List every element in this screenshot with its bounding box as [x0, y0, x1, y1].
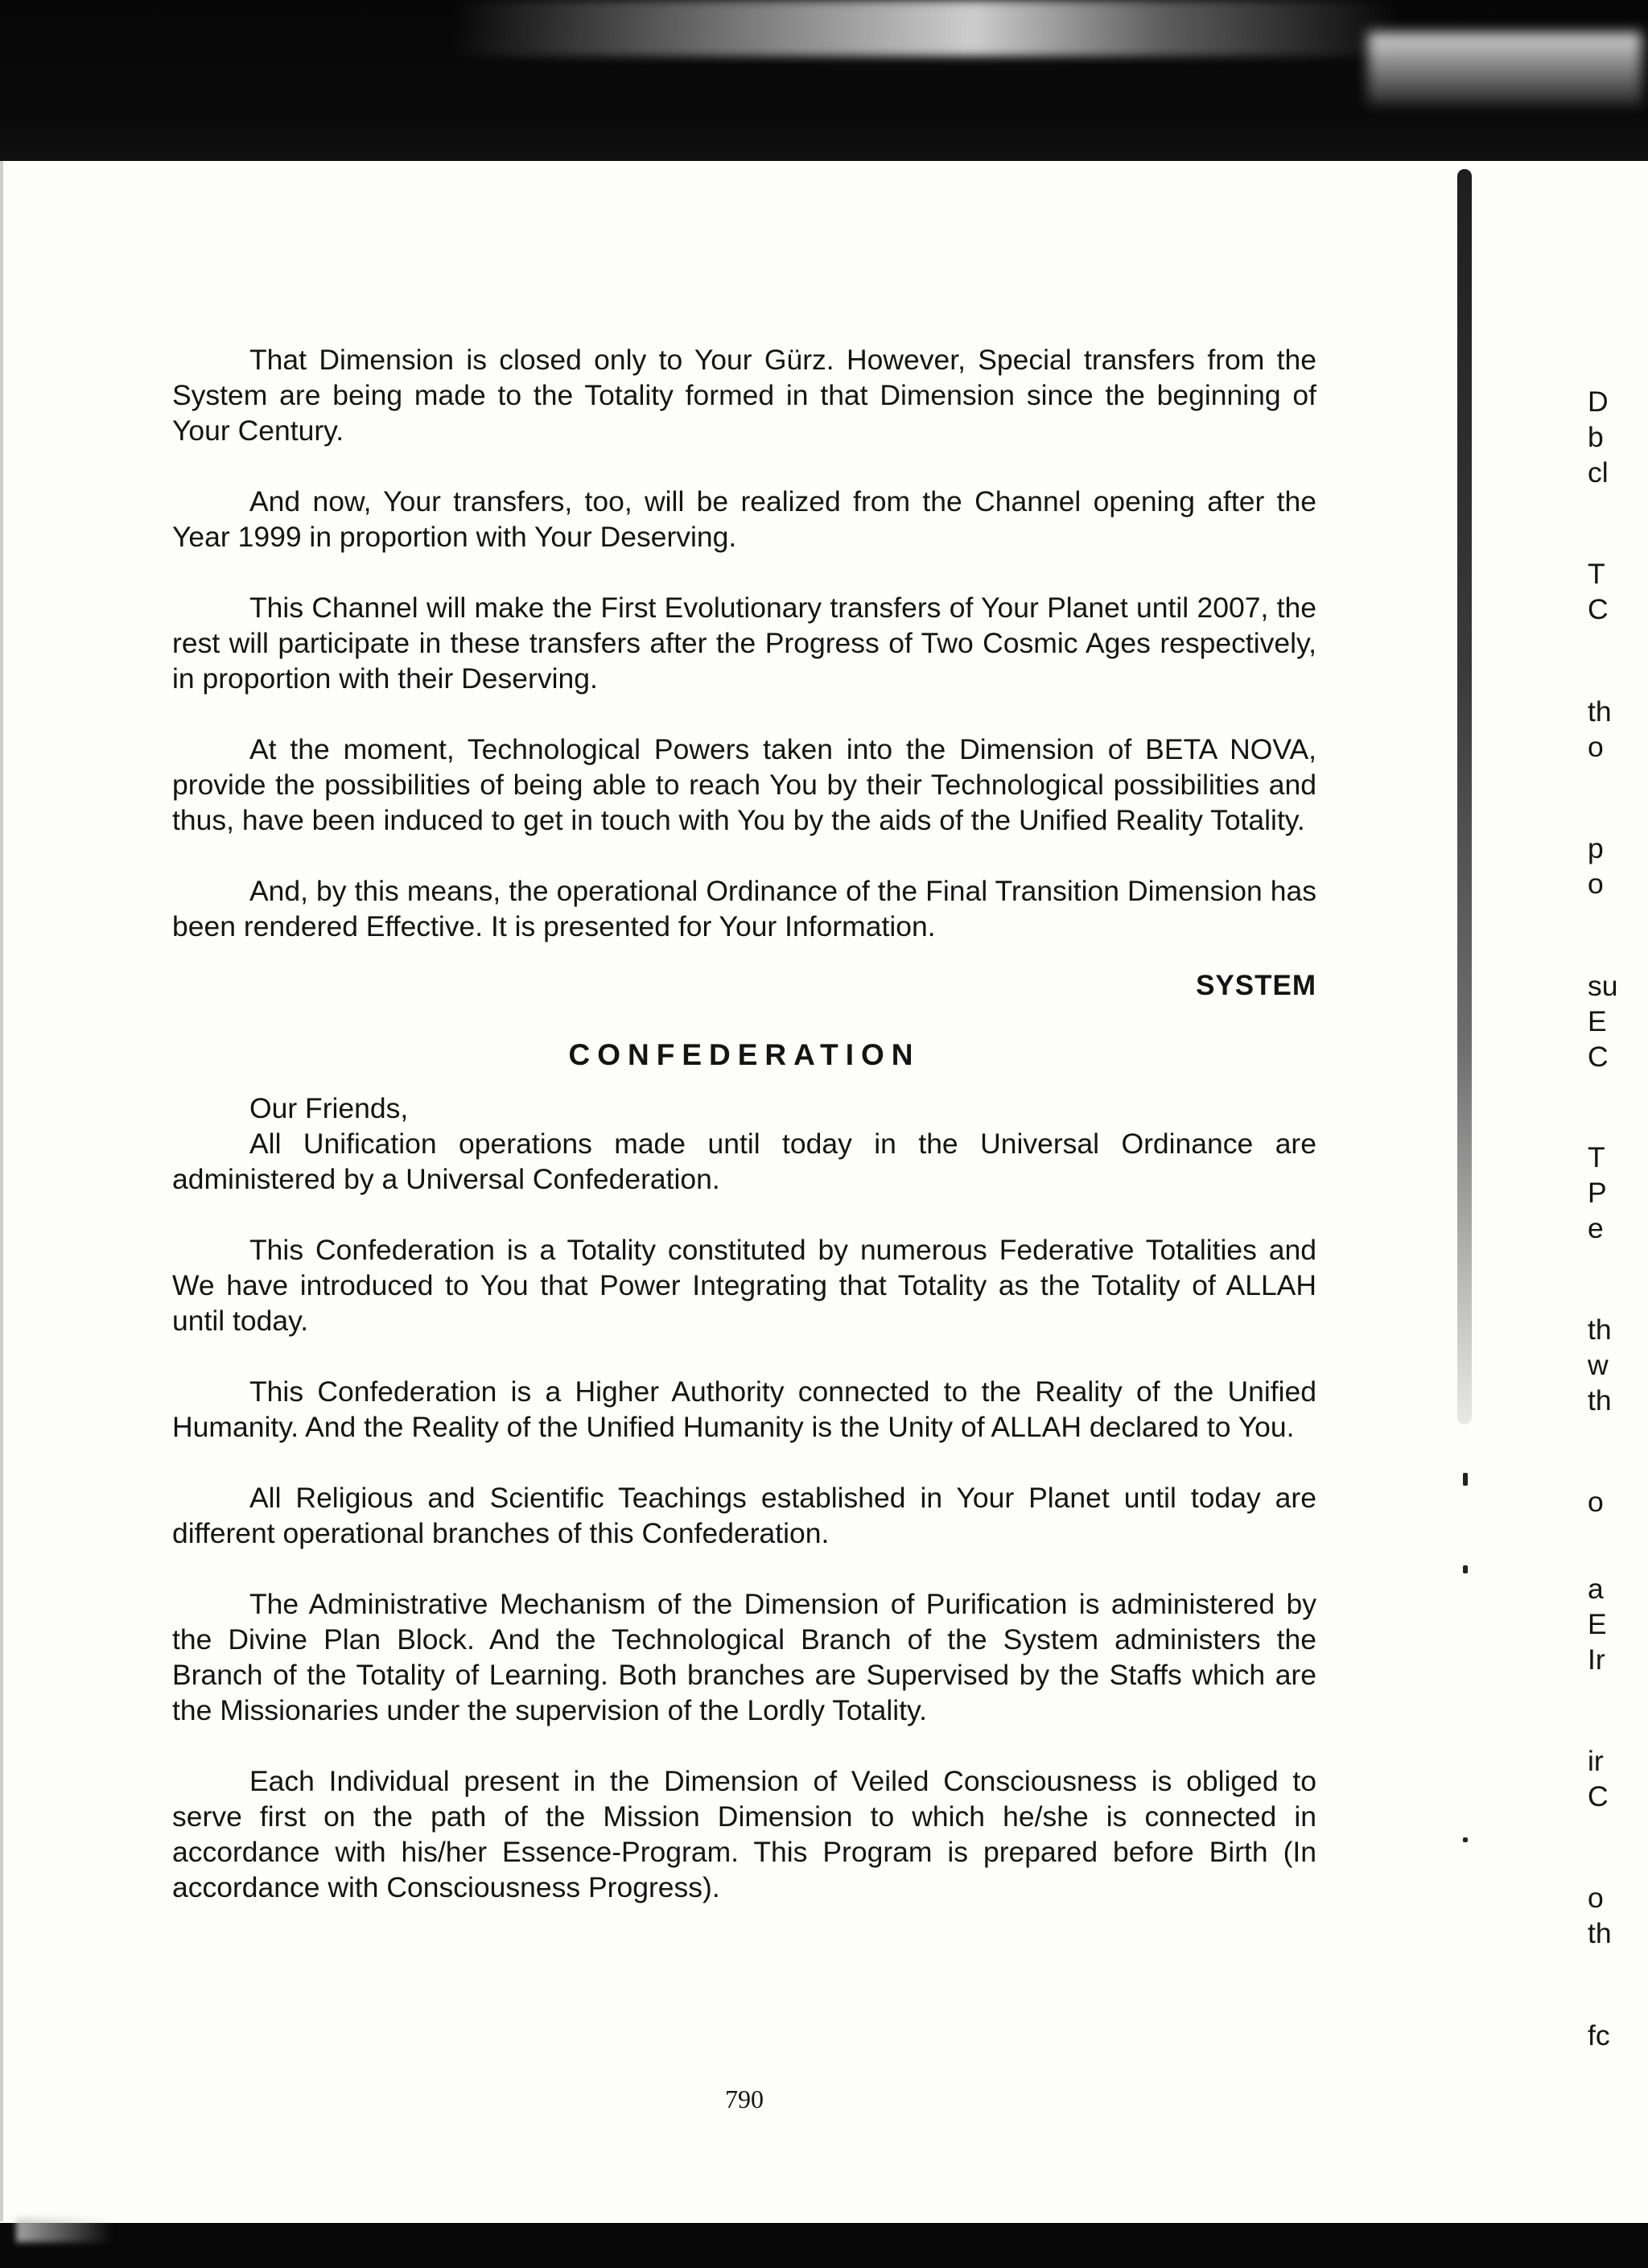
greeting: Our Friends, [249, 1092, 409, 1124]
facing-text-fragment: T [1588, 1141, 1605, 1173]
facing-text-fragment: th [1588, 1384, 1612, 1416]
gutter-mark [1463, 1837, 1468, 1842]
facing-text-fragment: o [1588, 731, 1604, 763]
facing-text-fragment: th [1588, 1313, 1612, 1346]
gutter-mark [1463, 1565, 1468, 1573]
facing-text-fragment: C [1588, 1780, 1609, 1812]
facing-text-fragment: E [1588, 1608, 1607, 1640]
page-left-edge [0, 161, 3, 2221]
facing-text-fragment: C [1588, 1041, 1609, 1073]
facing-text-fragment: Ir [1588, 1643, 1605, 1676]
facing-text-fragment: o [1588, 1486, 1604, 1518]
facing-text-fragment: e [1588, 1212, 1604, 1244]
paragraph: All Unification operations made until today in the Universal Ordinance are administered by a Universal Confederation. [172, 1128, 1316, 1195]
paragraph: Each Individual present in the Dimension of Veiled Consciousness is obliged to serve first on the path of the Mission Dimension to which he/she is connected in accordance with his/her Essence-Program. This Program is prepared before Birth (In accordance with Consciousness Progress). [172, 1765, 1316, 1903]
facing-text-fragment: p [1588, 832, 1604, 864]
facing-text-fragment: b [1588, 421, 1604, 453]
scan-bottom-fray [16, 2218, 113, 2242]
facing-text-fragment: E [1588, 1005, 1607, 1037]
gutter-mark [1463, 1473, 1468, 1486]
facing-text-fragment: o [1588, 868, 1604, 900]
facing-text-fragment: w [1588, 1349, 1609, 1381]
facing-text-fragment: cl [1588, 456, 1609, 489]
main-page-text [172, 342, 1316, 1940]
book-gutter-shadow [1457, 169, 1472, 1425]
page-number: 790 [725, 2084, 764, 2113]
paragraph: And, by this means, the operational Ordinance of the Final Transition Dimension has been rendered Effective. It is presented for Your Information. [172, 875, 1316, 942]
scan-glare [451, 0, 1400, 56]
facing-text-fragment: C [1588, 593, 1609, 625]
facing-text-fragment: th [1588, 695, 1612, 728]
facing-page-edge [1585, 0, 1648, 2268]
scan-bottom-shadow [0, 2223, 1648, 2268]
paragraph: This Channel will make the First Evolutionary transfers of Your Planet until 2007, the rest will participate in these transfers after the Progress of Two Cosmic Ages respectively, in proportion with their Deserving. [172, 592, 1316, 695]
paragraph: All Religious and Scientific Teachings established in Your Planet until today are different operational branches of this Confederation. [172, 1482, 1316, 1549]
paragraph: At the moment, Technological Powers taken into the Dimension of BETA NOVA, provide the possibilities of being able to reach You by their Technological possibilities and thus, have been induced to get in touch with You by the aids of the Unified Reality Totality. [172, 733, 1316, 836]
section-heading: CONFEDERATION [568, 1038, 921, 1071]
paragraph: This Confederation is a Totality constituted by numerous Federative Totalities and We have introduced to You that Power Integrating that Totality as the Totality of ALLAH until today. [172, 1234, 1316, 1337]
facing-text-fragment: su [1588, 970, 1618, 1002]
paragraph: The Administrative Mechanism of the Dimension of Purification is administered by the Divine Plan Block. And the Technological Branch of the System administers the Branch of the Totality of Learning. Both branches are Supervised by the Staffs which are the Missionaries under the supervision of the Lordly Totality. [172, 1588, 1316, 1726]
facing-text-fragment: P [1588, 1177, 1607, 1209]
facing-text-fragment: D [1588, 386, 1609, 418]
facing-text-fragment: fc [1588, 2019, 1610, 2052]
paragraph: That Dimension is closed only to Your Gürz. However, Special transfers from the System are being made to the Totality formed in that Dimension since the beginning of Your Century. [172, 344, 1316, 447]
paragraph: And now, Your transfers, too, will be realized from the Channel opening after the Year 1999 in proportion with Your Deserving. [172, 485, 1316, 553]
facing-text-fragment: T [1588, 558, 1605, 590]
paragraph: This Confederation is a Higher Authority connected to the Reality of the Unified Humanity. And the Reality of the Unified Humanity is the Unity of ALLAH declared to You. [172, 1375, 1316, 1443]
facing-text-fragment: a [1588, 1573, 1604, 1605]
scan-top-shadow [0, 0, 1648, 161]
facing-text-fragment: th [1588, 1917, 1612, 1949]
facing-text-fragment: o [1588, 1882, 1604, 1914]
signature-system: SYSTEM [1196, 970, 1316, 1001]
facing-text-fragment: ir [1588, 1745, 1604, 1777]
